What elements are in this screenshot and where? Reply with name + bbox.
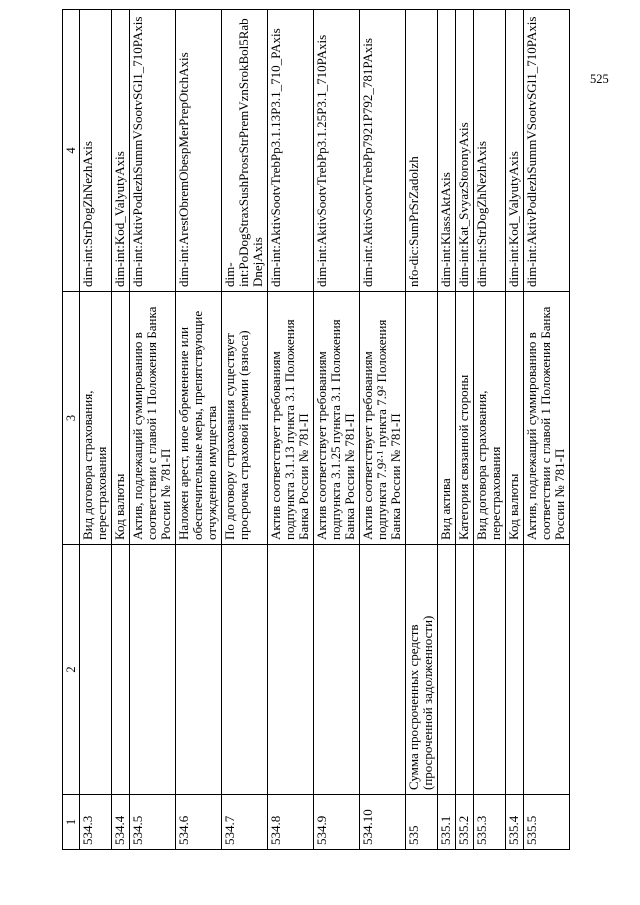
analytic-attribute-cell: Актив, подлежащий суммированию в соответствии с главой 1 Положения Банка России № 781-П: [524, 292, 570, 545]
row-number-cell: 534.5: [130, 795, 176, 850]
col-header-2: 2: [63, 545, 80, 795]
taxonomy-code-cell: dim-int:AktivSootvTrebPp7921P792_781PAxis: [360, 10, 406, 292]
indicator-cell: Сумма просроченных средств (просроченной задолженности): [406, 545, 438, 795]
taxonomy-code-cell: dim-int:AktivPodlezhSummVSootvSGl1_710PAxis: [130, 10, 176, 292]
row-number-cell: 535.5: [524, 795, 570, 850]
table-header-row: [63, 10, 80, 850]
taxonomy-code-cell: dim-int:AktivPodlezhSummVSootvSGl1_710PAxis: [524, 10, 570, 292]
analytic-attribute-cell: Актив соответствует требованиям подпункта 3.1.25 пункта 3.1 Положения Банка России № 781-П: [314, 292, 360, 545]
analytic-attribute-cell: Код валюты: [112, 292, 130, 545]
analytic-attribute-cell: Категория связанной стороны: [456, 292, 474, 545]
col-header-1: 1: [63, 795, 80, 850]
indicator-mapping-table: [62, 9, 570, 850]
table-row: [112, 10, 130, 850]
indicator-cell: [80, 545, 112, 795]
taxonomy-code-cell: dim-int:Kat_SvyazStoronyAxis: [456, 10, 474, 292]
indicator-cell: [314, 545, 360, 795]
taxonomy-code-cell: dim-int:AktivSootvTrebPp3.1.25P3.1_710PAxis: [314, 10, 360, 292]
row-number-cell: 534.3: [80, 795, 112, 850]
table-row: [406, 10, 438, 850]
table-row: [222, 10, 268, 850]
row-number-cell: 534.10: [360, 795, 406, 850]
taxonomy-code-cell: nfo-dic:SumPrSrZadolzh: [406, 10, 438, 292]
analytic-attribute-cell: Вид договора страхования, перестрахования: [474, 292, 506, 545]
table-row: [438, 10, 456, 850]
taxonomy-code-cell: dim-int:StrDogZhNezhAxis: [474, 10, 506, 292]
row-number-cell: 534.8: [268, 795, 314, 850]
row-number-cell: 535.3: [474, 795, 506, 850]
table-row: [130, 10, 176, 850]
analytic-attribute-cell: [406, 292, 438, 545]
row-number-cell: 534.7: [222, 795, 268, 850]
table-row: [456, 10, 474, 850]
row-number-cell: 534.9: [314, 795, 360, 850]
taxonomy-code-cell: dim-int:KlassAktAxis: [438, 10, 456, 292]
indicator-cell: [222, 545, 268, 795]
indicator-cell: [112, 545, 130, 795]
indicator-cell: [438, 545, 456, 795]
row-number-cell: 535.4: [506, 795, 524, 850]
col-header-3: 3: [63, 292, 80, 545]
row-number-cell: 535.2: [456, 795, 474, 850]
analytic-attribute-cell: Актив соответствует требованиям подпункта 3.1.13 пункта 3.1 Положения Банка России № 781-П: [268, 292, 314, 545]
table-row: [506, 10, 524, 850]
row-number-cell: 535: [406, 795, 438, 850]
col-header-4: 4: [63, 10, 80, 292]
indicator-cell: [524, 545, 570, 795]
taxonomy-code-cell: dim-int:StrDogZhNezhAxis: [80, 10, 112, 292]
indicator-cell: [268, 545, 314, 795]
table-row: [80, 10, 112, 850]
rotated-table-container: [62, 8, 570, 850]
indicator-cell: [130, 545, 176, 795]
indicator-cell: [176, 545, 222, 795]
table-row: [524, 10, 570, 850]
analytic-attribute-cell: Вид договора страхования, перестрахования: [80, 292, 112, 545]
analytic-attribute-cell: Код валюты: [506, 292, 524, 545]
table-row: [314, 10, 360, 850]
table-row: [268, 10, 314, 850]
taxonomy-code-cell: dim-int:PoDogStraxSushProsrStrPremVznSrokBol5RabDnejAxis: [222, 10, 268, 292]
taxonomy-code-cell: dim-int:ArestObremObespMerPrepOtchAxis: [176, 10, 222, 292]
taxonomy-code-cell: dim-int:Kod_ValyutyAxis: [506, 10, 524, 292]
indicator-cell: [360, 545, 406, 795]
table-row: [474, 10, 506, 850]
taxonomy-code-cell: dim-int:Kod_ValyutyAxis: [112, 10, 130, 292]
row-number-cell: 535.1: [438, 795, 456, 850]
analytic-attribute-cell: Актив, подлежащий суммированию в соответствии с главой 1 Положения Банка России № 781-П: [130, 292, 176, 545]
table-row: [176, 10, 222, 850]
row-number-cell: 534.4: [112, 795, 130, 850]
analytic-attribute-cell: По договору страхования существует просрочка страховой премии (взноса): [222, 292, 268, 545]
row-number-cell: 534.6: [176, 795, 222, 850]
indicator-cell: [456, 545, 474, 795]
table-row: [360, 10, 406, 850]
analytic-attribute-cell: Наложен арест, иное обременение или обеспечительные меры, препятствующие отчуждению имущества: [176, 292, 222, 545]
analytic-attribute-cell: Актив соответствует требованиям подпункта 7.9²·¹ пункта 7.9² Положения Банка России № 781-П: [360, 292, 406, 545]
indicator-cell: [506, 545, 524, 795]
taxonomy-code-cell: dim-int:AktivSootvTrebPp3.1.13P3.1_710_PAxis: [268, 10, 314, 292]
page-number: 525: [590, 72, 609, 86]
analytic-attribute-cell: Вид актива: [438, 292, 456, 545]
indicator-cell: [474, 545, 506, 795]
